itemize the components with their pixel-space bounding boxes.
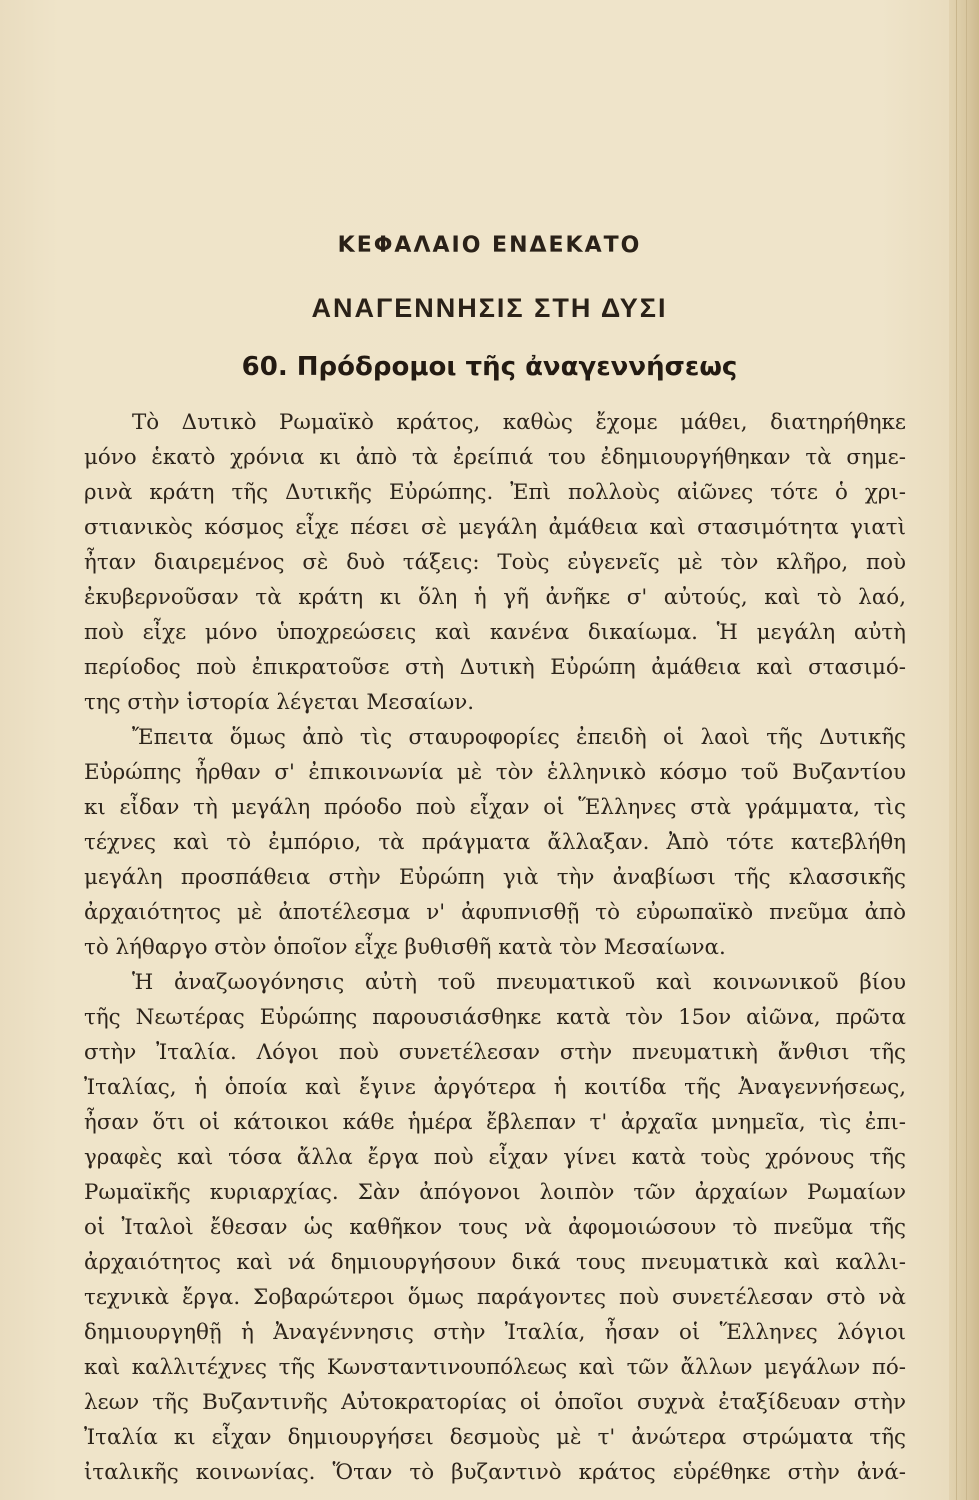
- text-line: μόνο ἑκατὸ χρόνια κι ἀπὸ τὰ ἐρείπιά του ἐδημιουργήθηκαν τὰ σημε-: [84, 445, 906, 470]
- chapter-title: ΑΝΑΓΕΝΝΗΣΙΣ ΣΤΗ ΔΥΣΙ: [311, 293, 668, 323]
- section-heading: 60. Πρόδρομοι τῆς ἀναγεννήσεως: [241, 352, 738, 382]
- text-line: Τὸ Δυτικὸ Ρωμαϊκὸ κράτος, καθὼς ἔχομε μάθει, διατηρήθηκε: [132, 410, 906, 435]
- text-line: ἦσαν ὅτι οἱ κάτοικοι κάθε ἡμέρα ἔβλεπαν τ' ἀρχαῖα μνημεῖα, τὶς ἐπι-: [84, 1110, 906, 1135]
- text-line: ἐκυβερνοῦσαν τὰ κράτη κι ὅλη ἡ γῆ ἀνῆκε σ' αὐτούς, καὶ τὸ λαό,: [84, 585, 906, 610]
- text-line: ἀρχαιότητος μὲ ἀποτέλεσμα ν' ἀφυπνισθῇ τὸ εὐρωπαϊκὸ πνεῦμα ἀπὸ: [84, 900, 906, 925]
- text-line: οἱ Ἰταλοὶ ἔθεσαν ὡς καθῆκον τους νὰ ἀφομοιώσουν τὸ πνεῦμα τῆς: [84, 1215, 906, 1240]
- text-line: στιανικὸς κόσμος εἶχε πέσει σὲ μεγάλη ἀμάθεια καὶ στασιμότητα γιατὶ: [84, 515, 906, 540]
- text-line: μεγάλη προσπάθεια στὴν Εὐρώπη γιὰ τὴν ἀναβίωσι τῆς κλασσικῆς: [84, 865, 906, 890]
- chapter-heading: ΚΕΦΑΛΑΙΟ ΕΝΔΕΚΑΤΟ: [337, 233, 642, 258]
- text-line: Ἔπειτα ὅμως ἀπὸ τὶς σταυροφορίες ἐπειδὴ οἱ λαοὶ τῆς Δυτικῆς: [132, 725, 906, 750]
- page-edge-line: [966, 0, 967, 1500]
- text-line: στὴν Ἰταλία. Λόγοι ποὺ συνετέλεσαν στὴν πνευματικὴ ἄνθισι τῆς: [84, 1040, 906, 1065]
- page-edge-shadow: [949, 0, 979, 1500]
- text-line: τεχνικὰ ἔργα. Σοβαρώτεροι ὅμως παράγοντες ποὺ συνετέλεσαν στὸ νὰ: [84, 1285, 906, 1310]
- page-edge-line: [956, 0, 957, 1500]
- text-line: λεων τῆς Βυζαντινῆς Αὐτοκρατορίας οἱ ὁποῖοι συχνὰ ἐταξίδευαν στὴν: [84, 1390, 906, 1415]
- text-line: ρινὰ κράτη τῆς Δυτικῆς Εὐρώπης. Ἐπὶ πολλοὺς αἰῶνες τότε ὁ χρι-: [84, 480, 906, 505]
- text-line: ἀρχαιότητος καὶ νά δημιουργήσουν δικά τους πνευματικὰ καὶ καλλι-: [84, 1250, 906, 1275]
- text-line: της στὴν ἱστορία λέγεται Μεσαίων.: [84, 690, 475, 715]
- text-line: Ἰταλία κι εἶχαν δημιουργήσει δεσμοὺς μὲ τ' ἀνώτερα στρώματα τῆς: [84, 1425, 906, 1450]
- text-line: τέχνες καὶ τὸ ἐμπόριο, τὰ πράγματα ἄλλαξαν. Ἀπὸ τότε κατεβλήθη: [84, 830, 906, 855]
- text-line: τὸ λήθαργο στὸν ὁποῖον εἶχε βυθισθῆ κατὰ τὸν Μεσαίωνα.: [84, 935, 726, 960]
- text-line: Ἡ ἀναζωογόνησις αὐτὴ τοῦ πνευματικοῦ καὶ κοινωνικοῦ βίου: [132, 970, 906, 995]
- text-line: ἦταν διαιρεμένος σὲ δυὸ τάξεις: Τοὺς εὐγενεῖς μὲ τὸν κλῆρο, ποὺ: [84, 550, 906, 575]
- text-line: γραφὲς καὶ τόσα ἄλλα ἔργα ποὺ εἶχαν γίνει κατὰ τοὺς χρόνους τῆς: [84, 1145, 906, 1170]
- text-line: ἰταλικῆς κοινωνίας. Ὅταν τὸ βυζαντινὸ κράτος εὑρέθηκε στὴν ἀνά-: [84, 1460, 906, 1485]
- text-line: Εὐρώπης ἦρθαν σ' ἐπικοινωνία μὲ τὸν ἑλληνικὸ κόσμο τοῦ Βυζαντίου: [84, 760, 906, 785]
- text-line: Ἰταλίας, ἡ ὁποία καὶ ἔγινε ἀργότερα ἡ κοιτίδα τῆς Ἀναγεννήσεως,: [84, 1075, 906, 1100]
- text-line: ποὺ εἶχε μόνο ὑποχρεώσεις καὶ κανένα δικαίωμα. Ἡ μεγάλη αὐτὴ: [84, 620, 906, 645]
- text-line: Ρωμαϊκῆς κυριαρχίας. Σὰν ἀπόγονοι λοιπὸν τῶν ἀρχαίων Ρωμαίων: [84, 1180, 906, 1205]
- text-line: καὶ καλλιτέχνες τῆς Κωνσταντινουπόλεως καὶ τῶν ἄλλων μεγάλων πό-: [84, 1355, 906, 1380]
- text-line: περίοδος ποὺ ἐπικρατοῦσε στὴ Δυτικὴ Εὐρώπη ἀμάθεια καὶ στασιμό-: [84, 655, 906, 680]
- body-text: [84, 405, 906, 1490]
- text-line: τῆς Νεωτέρας Εὐρώπης παρουσιάσθηκε κατὰ τὸν 15ον αἰῶνα, πρῶτα: [84, 1005, 906, 1030]
- text-line: κι εἶδαν τὴ μεγάλη πρόοδο ποὺ εἶχαν οἱ Ἕλληνες στὰ γράμματα, τὶς: [84, 795, 906, 820]
- text-line: δημιουργηθῇ ἡ Ἀναγέννησις στὴν Ἰταλία, ἦσαν οἱ Ἕλληνες λόγιοι: [84, 1320, 906, 1345]
